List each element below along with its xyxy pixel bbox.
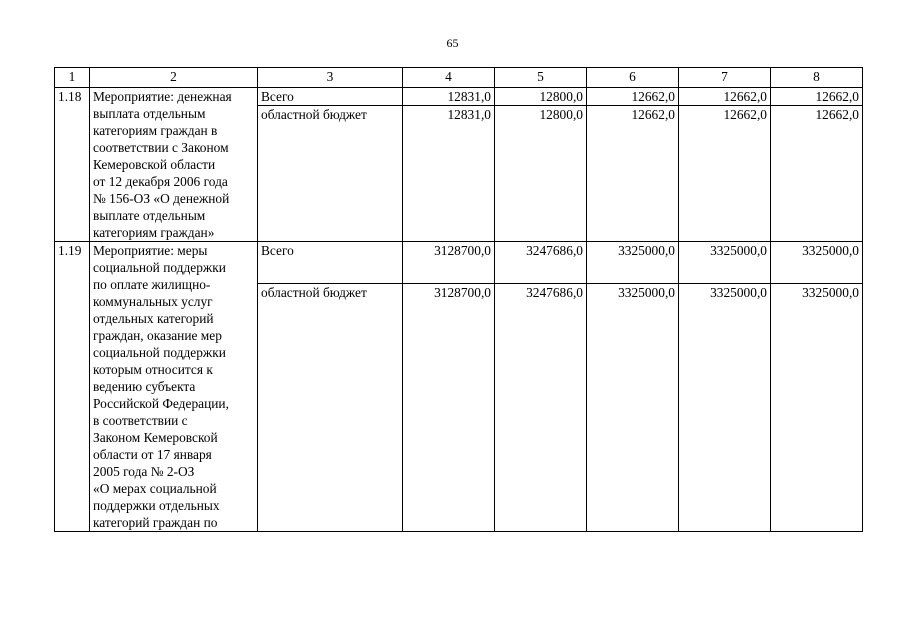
description-line: социальной поддержки — [93, 260, 226, 275]
description-line: от 12 декабря 2006 года — [93, 174, 228, 189]
description-line: № 156-ОЗ «О денежной — [93, 191, 230, 206]
header-cell: 5 — [495, 68, 587, 88]
description-line: которым относится к — [93, 362, 213, 377]
description-line: в соответствии с — [93, 413, 188, 428]
description-line: 2005 года № 2-ОЗ — [93, 464, 195, 479]
description-line: Кемеровской области — [93, 157, 216, 172]
value-cell: 3325000,0 — [679, 242, 771, 284]
description-line: коммунальных услуг — [93, 294, 213, 309]
description-line: соответствии с Законом — [93, 140, 229, 155]
row-id: 1.19 — [55, 242, 90, 532]
value-cell: 12662,0 — [679, 88, 771, 106]
page-number: 65 — [446, 36, 459, 50]
description-line: категорий граждан по — [93, 515, 218, 530]
value-cell: 12662,0 — [587, 106, 679, 242]
header-cell: 3 — [258, 68, 403, 88]
funding-source: областной бюджет — [258, 284, 403, 532]
value-cell: 3325000,0 — [679, 284, 771, 532]
value-cell: 12662,0 — [587, 88, 679, 106]
value-cell: 3325000,0 — [587, 284, 679, 532]
value-cell: 3128700,0 — [403, 242, 495, 284]
value-cell: 12831,0 — [403, 106, 495, 242]
header-cell: 7 — [679, 68, 771, 88]
value-cell: 12800,0 — [495, 88, 587, 106]
description-line: отдельных категорий — [93, 311, 214, 326]
row-id: 1.18 — [55, 88, 90, 242]
funding-source: Всего — [258, 242, 403, 284]
value-cell: 3128700,0 — [403, 284, 495, 532]
description-line: области от 17 января — [93, 447, 212, 462]
value-cell: 12662,0 — [771, 106, 863, 242]
row-description — [90, 88, 258, 242]
description-line: Законом Кемеровской — [93, 430, 218, 445]
header-cell: 4 — [403, 68, 495, 88]
value-cell: 12662,0 — [679, 106, 771, 242]
table-row — [55, 242, 863, 284]
value-cell: 3247686,0 — [495, 242, 587, 284]
description-line: категориям граждан» — [93, 225, 215, 240]
description-line: Мероприятие: меры — [93, 243, 208, 258]
table-header-row — [55, 68, 863, 88]
description-line: Мероприятие: денежная — [93, 89, 232, 104]
value-cell: 3247686,0 — [495, 284, 587, 532]
header-cell: 1 — [55, 68, 90, 88]
description-line: «О мерах социальной — [93, 481, 217, 496]
value-cell: 3325000,0 — [587, 242, 679, 284]
value-cell: 12831,0 — [403, 88, 495, 106]
description-line: социальной поддержки — [93, 345, 226, 360]
row-description — [90, 242, 258, 532]
budget-table — [54, 67, 863, 532]
funding-source: Всего — [258, 88, 403, 106]
description-line: Российской Федерации, — [93, 396, 229, 411]
description-line: ведению субъекта — [93, 379, 196, 394]
description-line: выплата отдельным — [93, 106, 206, 121]
header-cell: 2 — [90, 68, 258, 88]
header-cell: 8 — [771, 68, 863, 88]
description-line: граждан, оказание мер — [93, 328, 222, 343]
description-line: поддержки отдельных — [93, 498, 220, 513]
description-line: выплате отдельным — [93, 208, 206, 223]
header-cell: 6 — [587, 68, 679, 88]
table-row — [55, 88, 863, 106]
description-line: по оплате жилищно- — [93, 277, 211, 292]
value-cell: 3325000,0 — [771, 284, 863, 532]
value-cell: 12800,0 — [495, 106, 587, 242]
description-line: категориям граждан в — [93, 123, 218, 138]
value-cell: 3325000,0 — [771, 242, 863, 284]
funding-source: областной бюджет — [258, 106, 403, 242]
value-cell: 12662,0 — [771, 88, 863, 106]
